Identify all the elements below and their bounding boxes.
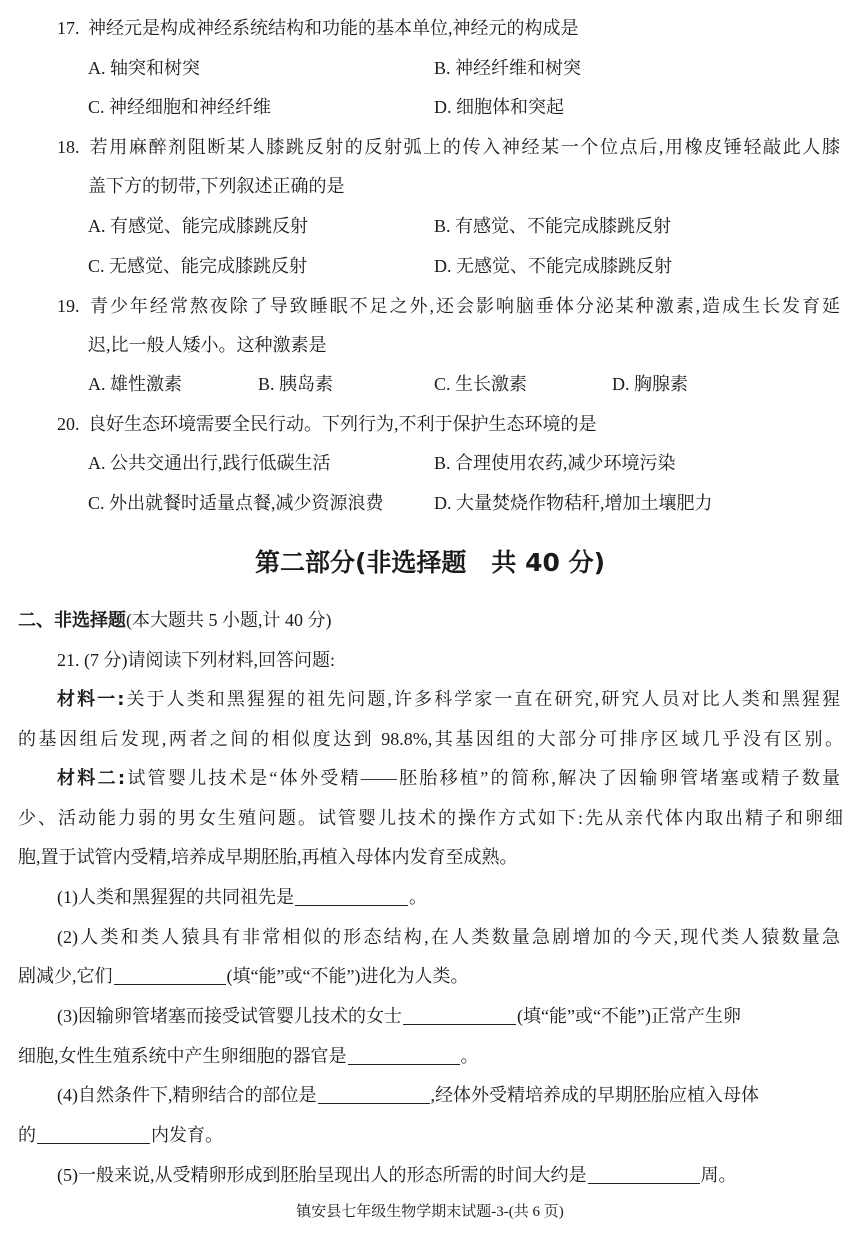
question-18-option-d: D. 无感觉、不能完成膝跳反射 [434, 256, 672, 276]
sub-question-3 [57, 1004, 741, 1028]
section-label: 二、非选择题 [18, 610, 126, 631]
sub-question-text: 细胞,女性生殖系统中产生卵细胞的器官是 [18, 1046, 347, 1066]
question-18-option-b: B. 有感觉、不能完成膝跳反射 [434, 216, 672, 236]
question-17-option-a: A. 轴突和树突 [88, 58, 200, 78]
question-number: 20. [57, 414, 80, 434]
page-footer: 镇安县七年级生物学期末试题-3-(共 6 页) [296, 1204, 564, 1220]
answer-blank [37, 1125, 150, 1144]
sub-question-text: (填“能”或“不能”)正常产生卵 [517, 1006, 741, 1026]
question-number: 19. [57, 296, 80, 316]
sub-question-text: 。 [409, 887, 427, 907]
sub-question-3-line2 [18, 1044, 479, 1068]
sub-question-text: (1)人类和黑猩猩的共同祖先是 [57, 887, 294, 907]
question-18-stem [57, 135, 840, 159]
sub-question-text: (5)一般来说,从受精卵形成到胚胎呈现出人的形态所需的时间大约是 [57, 1165, 587, 1185]
sub-question-text: 周。 [700, 1165, 737, 1185]
sub-question-text: (填“能”或“不能”)进化为人类。 [226, 966, 469, 986]
question-17-stem [57, 16, 579, 40]
question-17-option-b: B. 神经纤维和树突 [434, 58, 582, 78]
sub-question-text: 的 [18, 1125, 36, 1145]
question-18-option-a: A. 有感觉、能完成膝跳反射 [88, 216, 308, 236]
question-20-option-a: A. 公共交通出行,践行低碳生活 [88, 453, 331, 473]
material-2-line [57, 766, 840, 790]
question-19-option-b: B. 胰岛素 [258, 374, 334, 394]
question-17-option-c: C. 神经细胞和神经纤维 [88, 97, 272, 117]
question-stem-line: 神经元是构成神经系统结构和功能的基本单位,神经元的构成是 [88, 18, 579, 38]
material-1-line [57, 687, 840, 711]
sub-question-text: ,经体外受精培养成的早期胚胎应植入母体 [430, 1085, 759, 1105]
question-18-option-c: C. 无感觉、能完成膝跳反射 [88, 256, 308, 276]
question-stem-line: 若用麻醉剂阻断某人膝跳反射的反射弧上的传入神经某一个位点后,用橡皮锤轻敲此人膝 [88, 137, 840, 157]
question-20-option-c: C. 外出就餐时适量点餐,减少资源浪费 [88, 493, 384, 513]
sub-question-4-line2 [18, 1123, 223, 1147]
sub-question-text: (4)自然条件下,精卵结合的部位是 [57, 1085, 317, 1105]
part-two-heading: 第二部分(非选择题 共 40 分) [254, 548, 606, 577]
section-intro [18, 608, 332, 633]
question-20-option-d: D. 大量焚烧作物秸秆,增加土壤肥力 [434, 493, 713, 513]
material-text: 关于人类和黑猩猩的祖先问题,许多科学家一直在研究,研究人员对比人类和黑猩猩 [124, 689, 841, 709]
question-19-option-d: D. 胸腺素 [612, 374, 688, 394]
answer-blank [588, 1165, 700, 1184]
sub-question-2-line2 [18, 964, 468, 988]
material-2-label: 材料二: [57, 768, 126, 789]
question-20-stem [57, 412, 597, 436]
material-text: 胞,置于试管内受精,培养成早期胚胎,再植入母体内发育至成熟。 [18, 847, 518, 867]
sub-question-4 [57, 1083, 759, 1107]
sub-question-text: (3)因输卵管堵塞而接受试管婴儿技术的女士 [57, 1006, 402, 1026]
question-19-option-a: A. 雄性激素 [88, 374, 182, 394]
question-17-option-d: D. 细胞体和突起 [434, 97, 564, 117]
answer-blank [114, 966, 226, 985]
question-stem-line: 青少年经常熬夜除了导致睡眠不足之外,还会影响脑垂体分泌某种激素,造成生长发育延 [88, 296, 840, 316]
answer-blank [403, 1006, 516, 1025]
material-text: 的基因组后发现,两者之间的相似度达到 98.8%,其基因组的大部分可排序区域几乎没有区别。 [18, 729, 843, 749]
answer-blank [295, 887, 408, 906]
material-text: 少、活动能力弱的男女生殖问题。试管婴儿技术的操作方式如下:先从亲代体内取出精子和卵细 [18, 808, 843, 828]
answer-blank [348, 1046, 460, 1065]
question-stem-line: 迟,比一般人矮小。这种激素是 [88, 335, 327, 355]
question-20-option-b: B. 合理使用农药,减少环境污染 [434, 453, 676, 473]
question-21-intro: 21. (7 分)请阅读下列材料,回答问题: [57, 650, 335, 670]
material-text: 试管婴儿技术是“体外受精——胚胎移植”的简称,解决了因输卵管堵塞或精子数量 [125, 768, 840, 788]
question-number: 17. [57, 18, 80, 38]
question-number: 18. [57, 137, 80, 157]
section-note: (本大题共 5 小题,计 40 分) [126, 610, 332, 630]
sub-question-2: (2)人类和类人猿具有非常相似的形态结构,在人类数量急剧增加的今天,现代类人猿数量急 [57, 927, 840, 947]
question-stem-line: 盖下方的韧带,下列叙述正确的是 [88, 176, 345, 196]
sub-question-1 [57, 885, 427, 909]
answer-blank [318, 1085, 430, 1104]
question-stem-line: 良好生态环境需要全民行动。下列行为,不利于保护生态环境的是 [88, 414, 597, 434]
sub-question-text: 。 [460, 1046, 479, 1066]
question-19-option-c: C. 生长激素 [434, 374, 528, 394]
sub-question-text: 内发育。 [151, 1125, 223, 1145]
question-19-stem [57, 294, 840, 318]
material-1-label: 材料一: [57, 689, 125, 710]
sub-question-5 [57, 1163, 737, 1187]
sub-question-text: 剧减少,它们 [18, 966, 113, 986]
